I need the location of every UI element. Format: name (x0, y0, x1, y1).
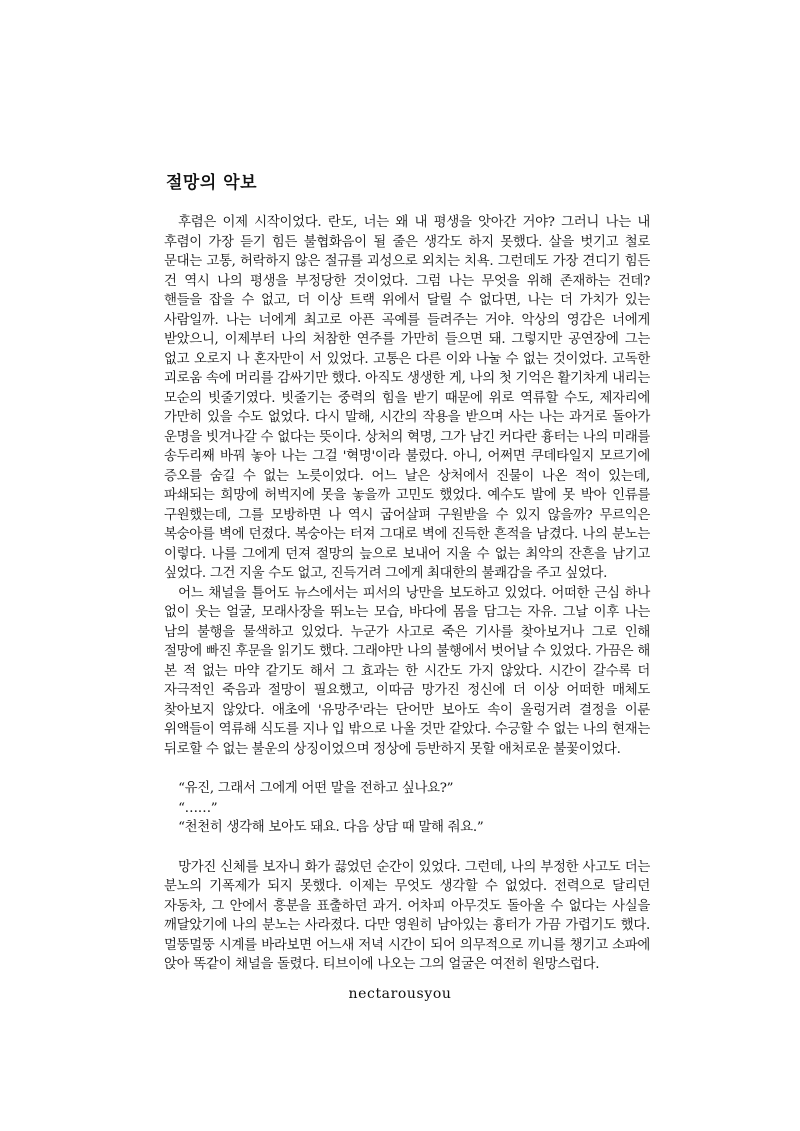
body-paragraph: 후렴은 이제 시작이었다. 란도, 너는 왜 내 평생을 앗아간 거야? 그러니 나는 내 후렴이 가장 듣기 힘든 불협화음이 될 줄은 생각도 하지 못했다. 살을 벗기고 철로 문대는 고통, 허락하지 않은 절규를 괴성으로 외치는 치욕. 그런데도 가장 견디기 힘든 건 역시 나의 평생을 부정당한 것이었다. 그럼 나는 무엇을 위해 존재하는 건데? 핸들을 잡을 수 없고, 더 이상 트랙 위에서 달릴 수 없다면, 나는 더 가치가 있는 사람일까. 나는 너에게 최고로 아픈 곡예를 들려주는 거야. 악상의 영감은 너에게 받았으니, 이제부터 나의 처참한 연주를 가만히 들으면 돼. 그렇지만 공연장에 그는 없고 오로지 나 혼자만이 서 있었다. 고통은 다른 이와 나눌 수 없는 것이었다. 고독한 괴로움 속에 머리를 감싸기만 했다. 아직도 생생한 게, 나의 첫 기억은 활기차게 내리는 모순의 빗줄기였다. 빗줄기는 중력의 힘을 받기 때문에 위로 역류할 수도, 제자리에 가만히 있을 수도 없었다. 다시 말해, 시간의 작용을 받으며 사는 나는 과거로 돌아가 운명을 빗겨나갈 수 없다는 뜻이다. 상처의 혁명, 그가 남긴 커다란 흉터는 나의 미래를 송두리째 바꿔 놓아 나는 그걸 '혁명'이라 불렀다. 아니, 어쩌면 쿠데타일지 모르기에 증오를 숨길 수 없는 노릇이었다. 어느 날은 상처에서 진물이 나온 적이 있는데, 파쇄되는 희망에 허벅지에 못을 놓을까 고민도 했었다. 예수도 발에 못 박아 인류를 구원했는데, 그를 모방하면 나 역시 굽어살펴 구원받을 수 있지 않을까? 무르익은 복숭아를 벽에 던졌다. 복숭아는 터져 그대로 벽에 진득한 흔적을 남겼다. 나의 분노는 이렇다. 나를 그에게 던져 절망의 늪으로 보내어 지울 수 없는 최악의 잔흔을 남기고 싶었다. 그건 지울 수도 없고, 진득거려 그에게 최대한의 불쾌감을 주고 싶었다. (164, 215, 650, 581)
dialogue-line: “천천히 생각해 보아도 돼요. 다음 상담 때 말해 줘요.” (178, 820, 484, 835)
dialogue-line: “유진, 그래서 그에게 어떤 말을 전하고 싶나요?” (178, 781, 454, 796)
closing-paragraph: 망가진 신체를 보자니 화가 끓었던 순간이 있었다. 그런데, 나의 부정한 사고도 더는 분노의 기폭제가 되지 못했다. 이제는 무엇도 생각할 수 없었다. 전력으로 달리던 자동차, 그 안에서 흥분을 표출하던 과거. 어차피 아무것도 돌아올 수 없다는 사실을 깨달았기에 나의 분노는 사라졌다. 다만 영원히 남아있는 흉터가 가끔 가렵기도 했다. 멀뚱멀뚱 시계를 바라보면 어느새 저녁 시간이 되어 의무적으로 끼니를 챙기고 소파에 앉아 똑같이 채널을 돌렸다. 티브이에 나오는 그의 얼굴은 여전히 원망스럽다. (164, 859, 650, 972)
document-body (164, 168, 650, 975)
dialogue-block (164, 779, 650, 838)
author-signature: nectarousyou (348, 986, 452, 1002)
document-title: 절망의 악보 (166, 173, 258, 193)
dialogue-line: “……” (178, 800, 218, 816)
body-paragraph: 어느 채널을 틀어도 뉴스에서는 피서의 낭만을 보도하고 있었다. 어떠한 근심 하나 없이 웃는 얼굴, 모래사장을 뛰노는 모습, 바다에 몸을 담그는 자유. 그날 이후 나는 남의 불행을 물색하고 있었다. 누군가 사고로 죽은 기사를 찾아보거나 그로 인해 절망에 빠진 후문을 읽기도 했다. 그래야만 나의 불행에서 벗어날 수 있었다. 가끔은 해 본 적 없는 마약 같기도 해서 그 효과는 한 시간도 가지 않았다. 시간이 갈수록 더 자극적인 죽음과 절망이 필요했고, 이따금 망가진 정신에 더 이상 어떠한 매체도 찾아보지 않았다. 애초에 '유망주'라는 단어만 보아도 속이 울렁거려 결정을 이룬 위액들이 역류해 식도를 지나 입 밖으로 나올 것만 같았다. 수긍할 수 없는 나의 현재는 뒤로할 수 없는 불운의 상징이었으며 정상에 등반하지 못할 애처로운 불꽃이었다. (164, 585, 650, 757)
